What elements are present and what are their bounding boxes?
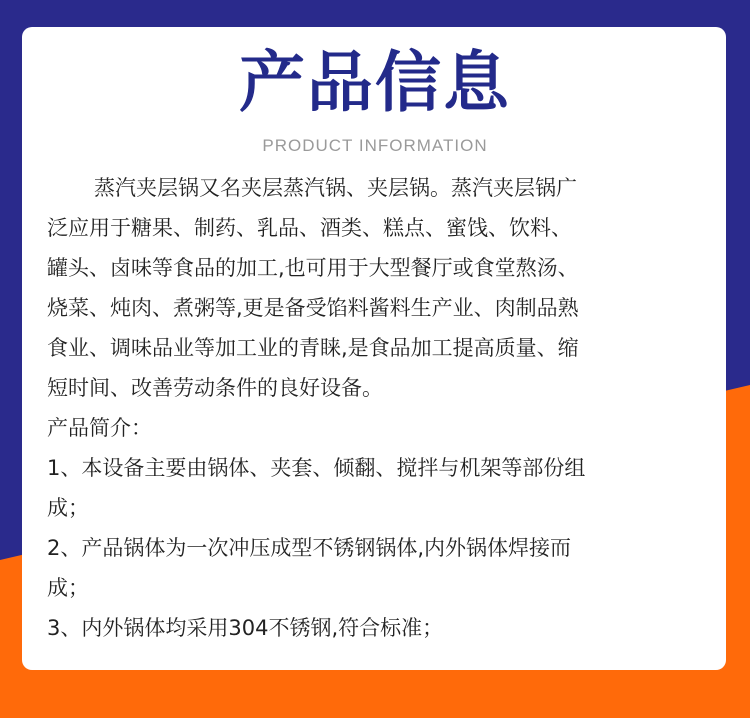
section-heading: 产品简介： [47,416,152,440]
feature-line: 成； [47,576,89,600]
page-subtitle: PRODUCT INFORMATION [262,136,488,155]
feature-line: 成； [47,496,89,520]
intro-line: 食业、调味品业等加工业的青睐,是食品加工提高质量、缩 [47,336,579,360]
intro-line: 罐头、卤味等食品的加工,也可用于大型餐厅或食堂熬汤、 [47,256,579,280]
intro-line: 蒸汽夹层锅又名夹层蒸汽锅、夹层锅。蒸汽夹层锅广 [94,176,577,200]
intro-line: 泛应用于糖果、制药、乳品、酒类、糕点、蜜饯、饮料、 [47,216,572,240]
feature-line: 1、本设备主要由锅体、夹套、倾翻、搅拌与机架等部份组 [47,456,586,480]
page-title: 产品信息 [239,44,511,121]
feature-line: 2、产品锅体为一次冲压成型不锈钢锅体,内外锅体焊接而 [47,536,572,560]
intro-line: 短时间、改善劳动条件的良好设备。 [47,376,383,400]
intro-line: 烧菜、炖肉、煮粥等,更是备受馅料酱料生产业、肉制品熟 [47,296,579,320]
product-description [47,168,707,648]
feature-line: 3、内外锅体均采用304不锈钢,符合标准； [47,616,444,640]
